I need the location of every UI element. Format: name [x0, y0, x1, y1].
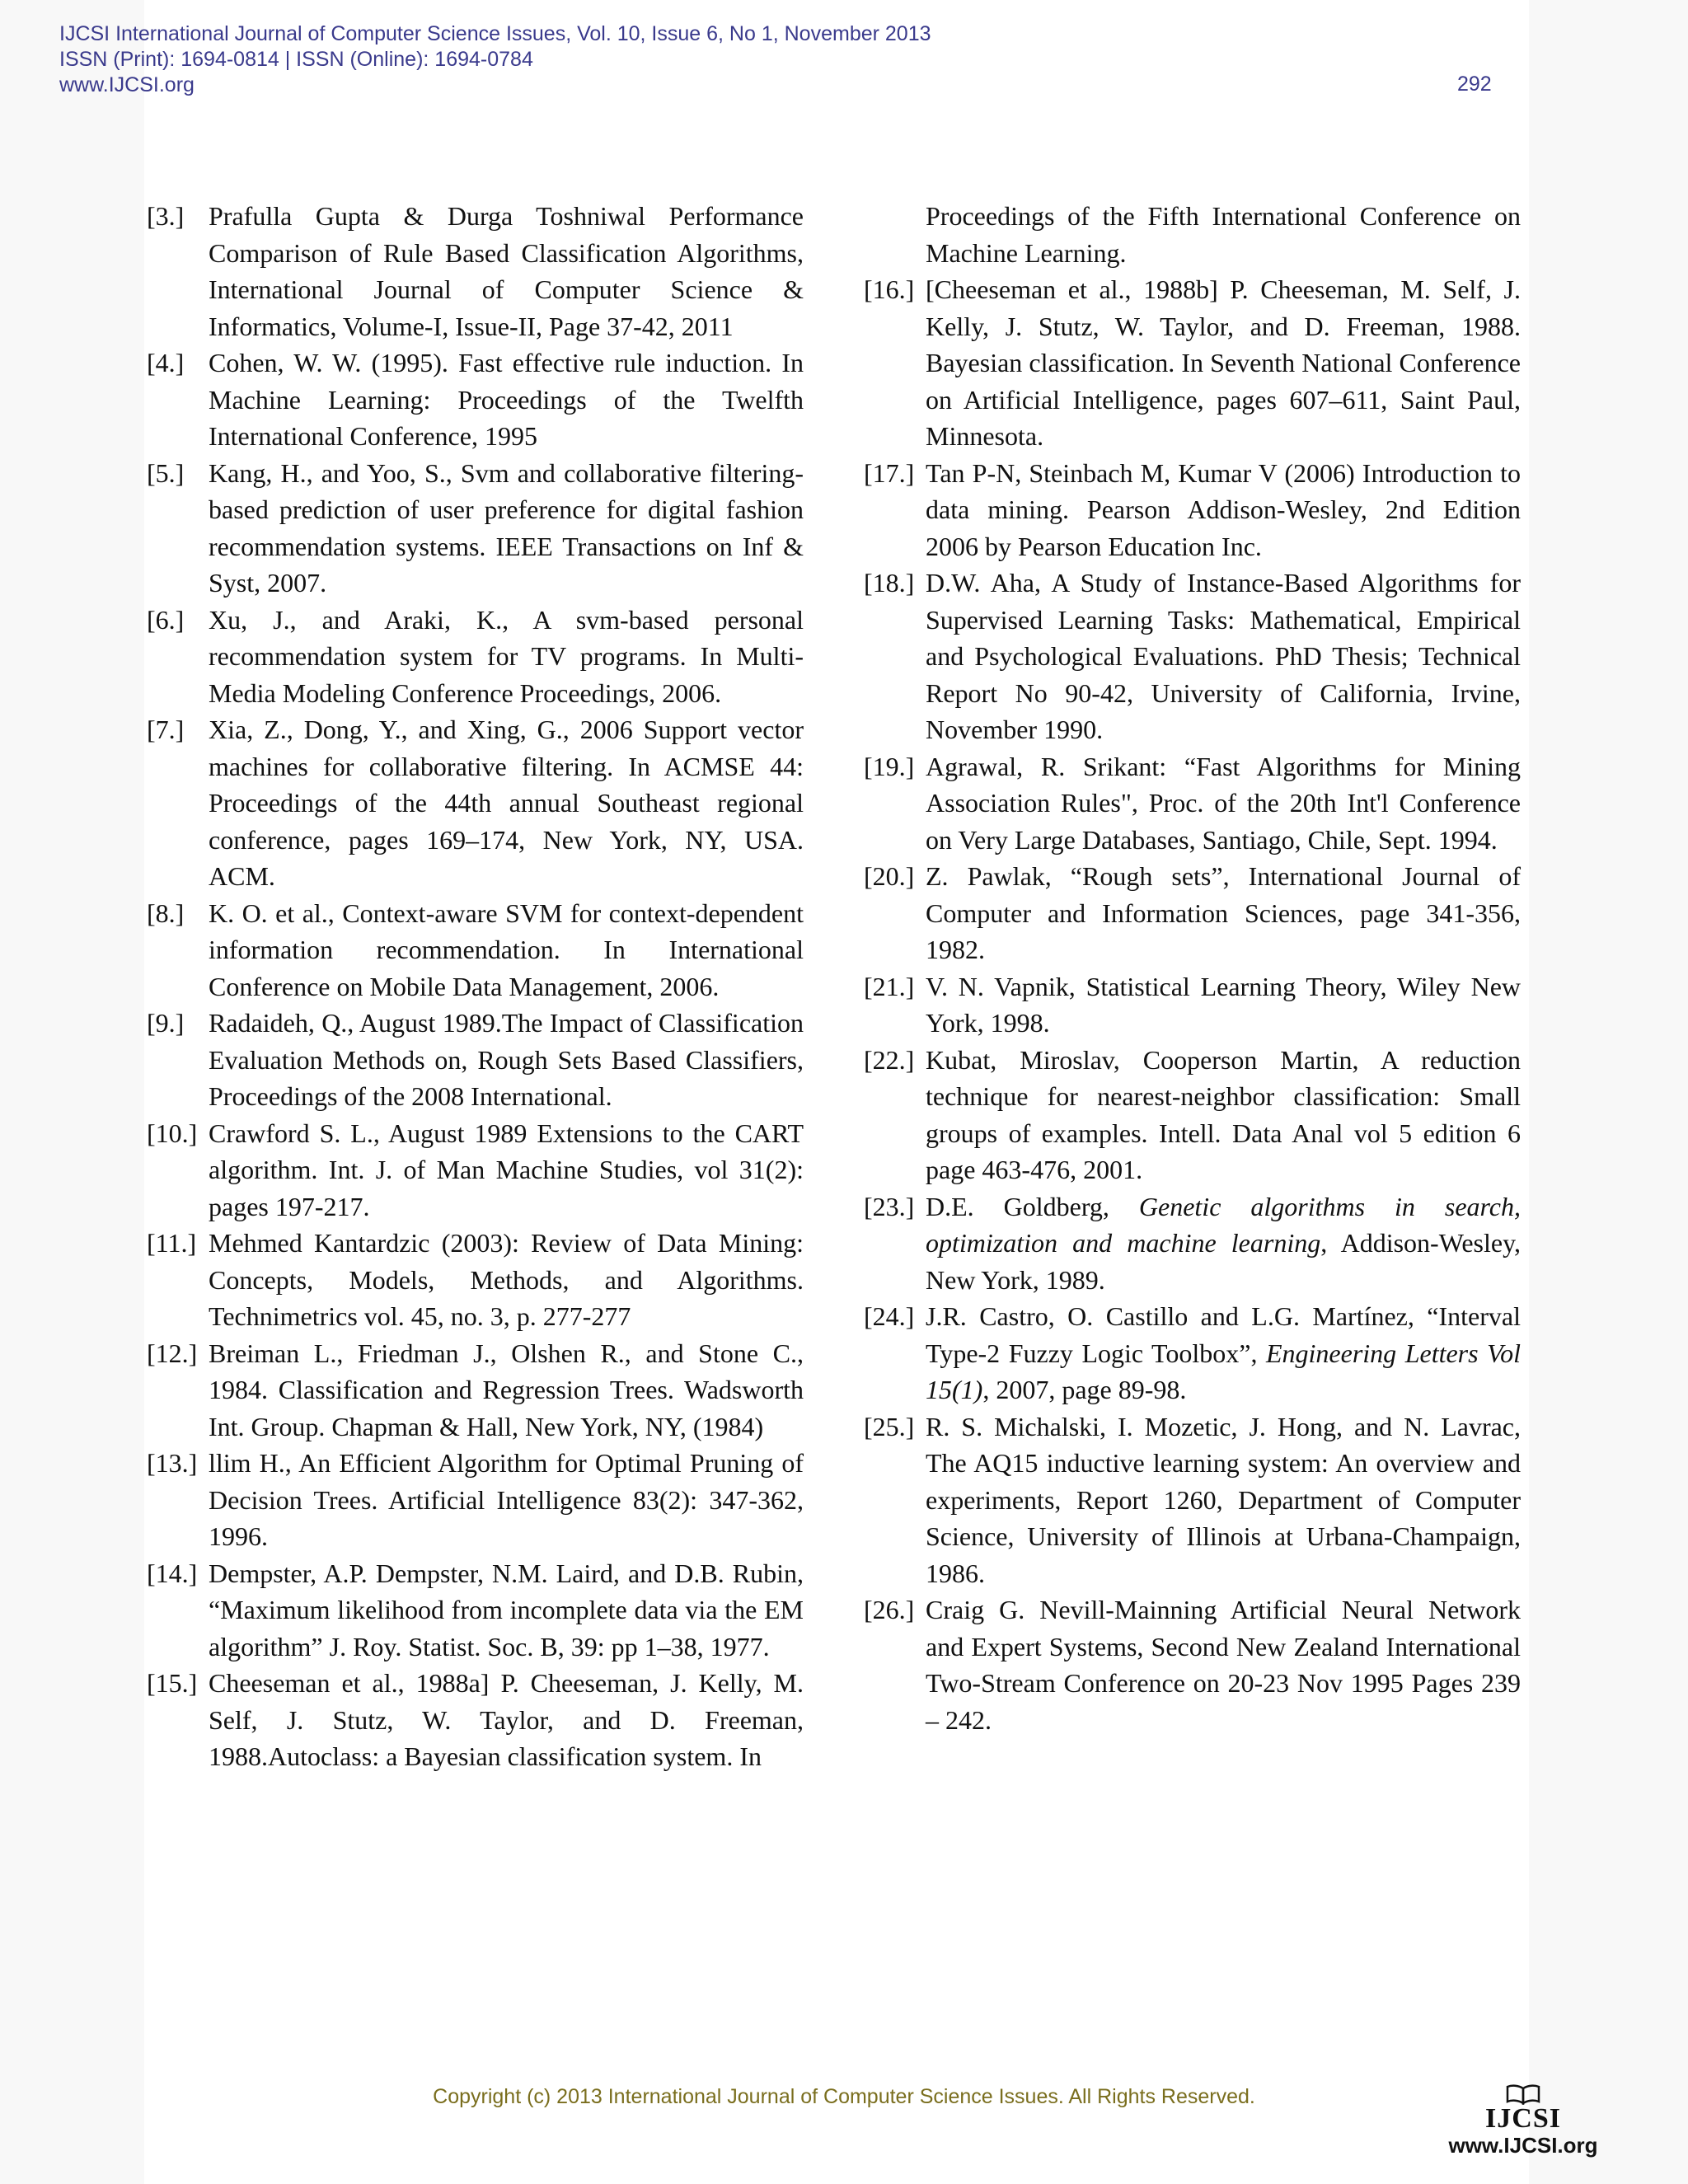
reference-item — [147, 455, 804, 602]
reference-authors: J.R. Castro, O. Castillo and L.G. Martínez, “Interval Type-2 Fuzzy Logic Toolbox”, — [926, 1301, 1521, 1368]
issn-line: ISSN (Print): 1694-0814 | ISSN (Online): 1694-0784 — [59, 48, 533, 71]
copyright-footer: Copyright (c) 2013 International Journal of Computer Science Issues. All Rights Reserved. — [433, 2085, 1255, 2108]
reference-number: [12.] — [147, 1338, 198, 1368]
reference-item — [864, 1408, 1521, 1592]
reference-item — [864, 1298, 1521, 1408]
reference-item — [147, 602, 804, 712]
reference-text: Cohen, W. W. (1995). Fast effective rule induction. In Machine Learning: Proceedings of the Twelfth International Conference, 1995 — [209, 348, 804, 451]
reference-item — [864, 968, 1521, 1042]
reference-text: Crawford S. L., August 1989 Extensions to the CART algorithm. Int. J. of Man Machine Studies, vol 31(2): pages 197-217. — [209, 1118, 804, 1221]
reference-number: [25.] — [864, 1411, 915, 1441]
reference-journal-italic: Engineering Letters Vol 15(1) — [926, 1338, 1521, 1404]
reference-number: [16.] — [864, 274, 915, 304]
reference-number: [10.] — [147, 1118, 198, 1148]
reference-number: [9.] — [147, 1008, 185, 1038]
reference-item — [147, 1555, 804, 1666]
reference-text: Xu, J., and Araki, K., A svm-based personal recommendation system for TV programs. In Multi-Media Modeling Conference Proceedings, 2006. — [209, 604, 804, 708]
reference-text: R. S. Michalski, I. Mozetic, J. Hong, and N. Lavrac, The AQ15 inductive learning system: An overview and experiments, Report 1260, Department of Computer Science, University of Illinois at Urbana-Champaign, 1986. — [926, 1411, 1521, 1588]
reference-item — [147, 1665, 804, 1775]
reference-text: Z. Pawlak, “Rough sets”, International Journal of Computer and Information Sciences, page 341-356, 1982. — [926, 861, 1521, 964]
reference-item — [864, 455, 1521, 565]
reference-item — [147, 198, 804, 344]
open-book-icon — [1505, 2083, 1541, 2105]
reference-text: Breiman L., Friedman J., Olshen R., and Stone C., 1984. Classification and Regression Trees. Wadsworth Int. Group. Chapman & Hall, New York, NY, (1984) — [209, 1338, 804, 1441]
reference-number: [23.] — [864, 1191, 915, 1221]
reference-number: [11.] — [147, 1228, 197, 1258]
reference-text: Tan P-N, Steinbach M, Kumar V (2006) Introduction to data mining. Pearson Addison-Wesley, 2nd Edition 2006 by Pearson Education Inc. — [926, 457, 1521, 561]
reference-item — [864, 565, 1521, 748]
reference-item — [147, 895, 804, 1005]
reference-number: [6.] — [147, 604, 185, 635]
reference-item — [864, 748, 1521, 859]
references-left-column — [147, 198, 804, 1775]
reference-text: llim H., An Efficient Algorithm for Optimal Pruning of Decision Trees. Artificial Intelligence 83(2): 347-362, 1996. — [209, 1448, 804, 1551]
reference-number: [14.] — [147, 1558, 198, 1588]
reference-item — [864, 858, 1521, 968]
reference-number: [20.] — [864, 861, 915, 891]
reference-item — [864, 1042, 1521, 1188]
reference-item — [864, 271, 1521, 455]
reference-text: Xia, Z., Dong, Y., and Xing, G., 2006 Support vector machines for collaborative filtering. In ACMSE 44: Proceedings of the 44th annual Southeast regional conference, pages 169–174, New York, NY, USA. ACM. — [209, 715, 804, 891]
reference-text: [Cheeseman et al., 1988b] P. Cheeseman, M. Self, J. Kelly, J. Stutz, W. Taylor, and D. Freeman, 1988. Bayesian classification. In Seventh National Conference on Artificial Intelligence, pages 607–611, Saint Paul, Minnesota. — [926, 274, 1521, 451]
reference-item — [147, 1005, 804, 1115]
reference-number: [8.] — [147, 898, 185, 928]
reference-number: [19.] — [864, 751, 915, 781]
reference-pages: , 2007, page 89-98. — [982, 1375, 1187, 1404]
reference-text: K. O. et al., Context-aware SVM for context-dependent information recommendation. In International Conference on Mobile Data Management, 2006. — [209, 898, 804, 1001]
reference-text: Radaideh, Q., August 1989.The Impact of Classification Evaluation Methods on, Rough Sets Based Classifiers, Proceedings of the 2008 International. — [209, 1008, 804, 1111]
reference-text: Dempster, A.P. Dempster, N.M. Laird, and D.B. Rubin, “Maximum likelihood from incomplete data via the EM algorithm” J. Roy. Statist. Soc. B, 39: pp 1–38, 1977. — [209, 1558, 804, 1661]
reference-text: Agrawal, R. Srikant: “Fast Algorithms for Mining Association Rules", Proc. of the 20th Int'l Conference on Very Large Databases, Santiago, Chile, Sept. 1994. — [926, 751, 1521, 855]
reference-number: [26.] — [864, 1595, 915, 1624]
reference-number: [15.] — [147, 1668, 198, 1698]
journal-logo — [1424, 2083, 1622, 2158]
logo-name: IJCSI — [1485, 2103, 1561, 2134]
reference-number: [3.] — [147, 201, 185, 231]
running-header — [59, 21, 931, 98]
reference-item — [147, 1115, 804, 1226]
reference-number: [4.] — [147, 348, 185, 377]
reference-text: Kang, H., and Yoo, S., Svm and collaborative filtering-based prediction of user preference for digital fashion recommendation systems. IEEE Transactions on Inf & Syst, 2007. — [209, 457, 804, 598]
page-margin-left — [0, 0, 144, 2184]
reference-text — [926, 1298, 1521, 1408]
reference-text: Cheeseman et al., 1988a] P. Cheeseman, J. Kelly, M. Self, J. Stutz, W. Taylor, and D. Freeman, 1988.Autoclass: a Bayesian classification system. In — [209, 1668, 804, 1771]
page-margin-right — [1529, 0, 1688, 2184]
reference-text: Craig G. Nevill-Mainning Artificial Neural Network and Expert Systems, Second New Zealand International Two-Stream Conference on 20-23 Nov 1995 Pages 239 – 242. — [926, 1595, 1521, 1735]
reference-item — [147, 1445, 804, 1555]
journal-citation: IJCSI International Journal of Computer Science Issues, Vol. 10, Issue 6, No 1, November 2013 — [59, 22, 931, 45]
reference-text: V. N. Vapnik, Statistical Learning Theory, Wiley New York, 1998. — [926, 971, 1521, 1038]
reference-item — [864, 1188, 1521, 1299]
references-right-column — [864, 198, 1521, 1738]
reference-text: D.W. Aha, A Study of Instance-Based Algorithms for Supervised Learning Tasks: Mathematical, Empirical and Psychological Evaluations. PhD Thesis; Technical Report No 90-42, University of California, Irvine, November 1990. — [926, 568, 1521, 744]
reference-number: [18.] — [864, 568, 915, 598]
reference-number: [17.] — [864, 457, 915, 488]
reference-text: Kubat, Miroslav, Cooperson Martin, A reduction technique for nearest-neighbor classification: Small groups of examples. Intell. Data Anal vol 5 edition 6 page 463-476, 2001. — [926, 1044, 1521, 1184]
reference-number: [24.] — [864, 1301, 915, 1331]
reference-number: [5.] — [147, 457, 185, 488]
reference-text: Mehmed Kantardzic (2003): Review of Data Mining: Concepts, Models, Methods, and Algorithms. Technimetrics vol. 45, no. 3, p. 277-277 — [209, 1228, 804, 1331]
reference-text: Prafulla Gupta & Durga Toshniwal Performance Comparison of Rule Based Classification Algorithms, International Journal of Computer Science & Informatics, Volume-I, Issue-II, Page 37-42, 2011 — [209, 201, 804, 341]
reference-number: [7.] — [147, 715, 185, 744]
reference-item — [147, 1225, 804, 1335]
journal-url: www.IJCSI.org — [59, 73, 195, 96]
logo-url: www.IJCSI.org — [1448, 2133, 1598, 2158]
reference-publisher: , Addison-Wesley, New York, 1989. — [926, 1228, 1522, 1295]
reference-item — [147, 711, 804, 895]
reference-number: [22.] — [864, 1044, 915, 1075]
page-number: 292 — [1457, 73, 1492, 96]
reference-item — [864, 1591, 1521, 1738]
reference-item — [147, 344, 804, 455]
reference-continuation: Proceedings of the Fifth International Conference on Machine Learning. — [926, 201, 1521, 268]
reference-number: [13.] — [147, 1448, 198, 1478]
reference-authors: D.E. Goldberg, — [926, 1191, 1139, 1221]
reference-text — [926, 1188, 1521, 1299]
reference-item — [147, 1335, 804, 1446]
reference-title-italic: Genetic algorithms in search, optimization and machine learning — [926, 1191, 1522, 1258]
reference-number: [21.] — [864, 971, 915, 1001]
